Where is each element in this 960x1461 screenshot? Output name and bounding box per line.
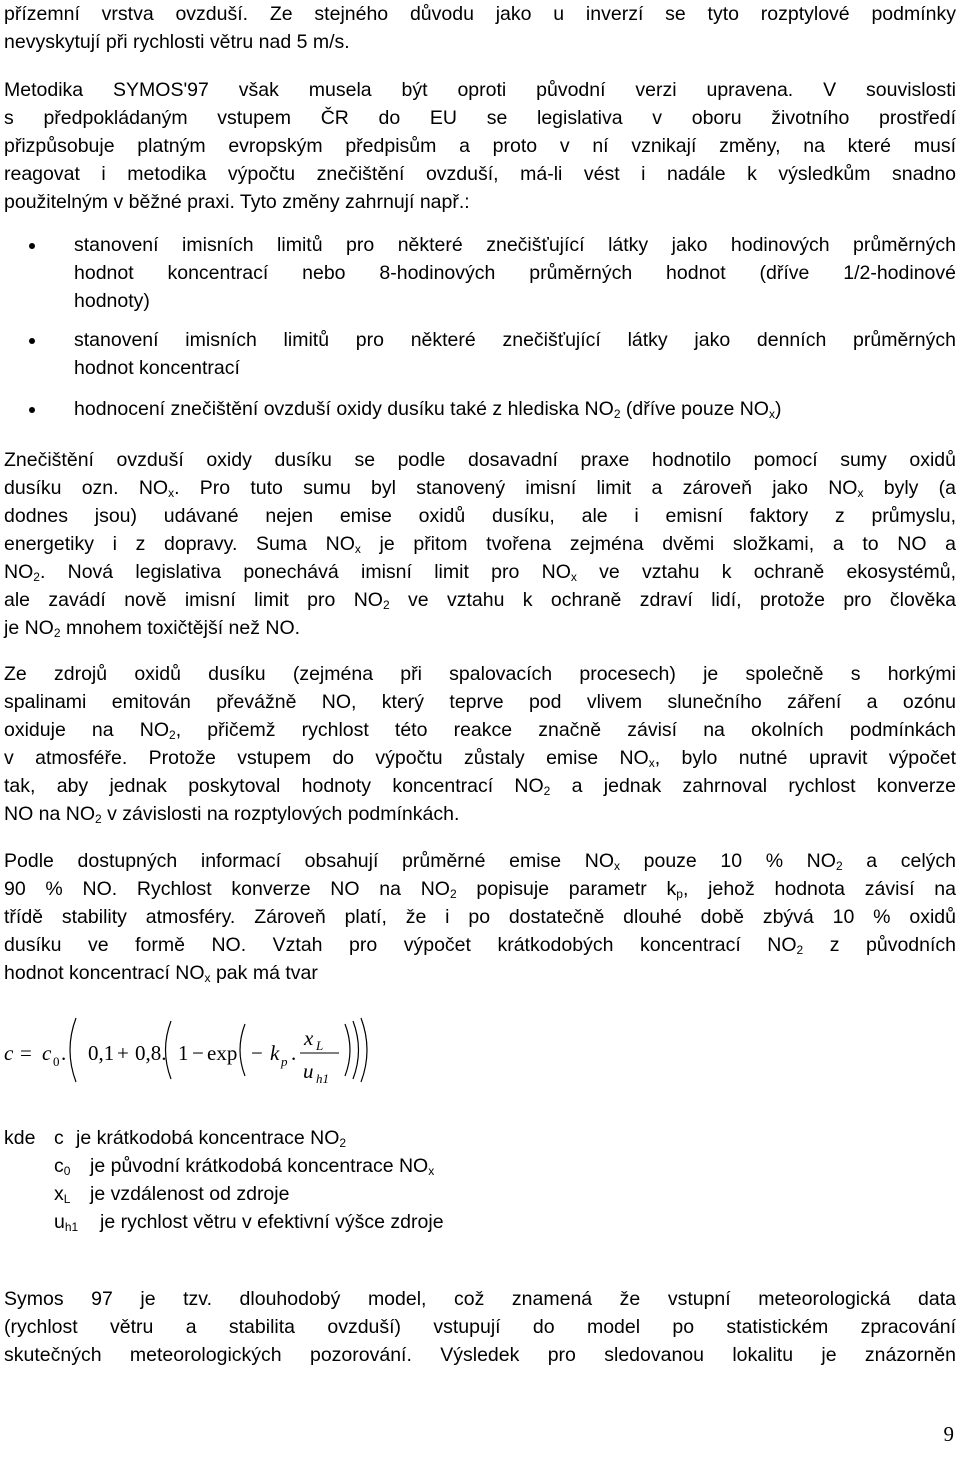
text-line: nevyskytují při rychlosti větru nad 5 m/s. — [4, 31, 350, 53]
formula-c: c — [4, 1041, 14, 1065]
variable-description: je vzdálenost od zdroje — [90, 1183, 290, 1205]
formula-k-sub: p — [281, 1054, 288, 1069]
bullet-dot-icon — [29, 338, 35, 344]
text-line: Metodika SYMOS'97 však musela být oproti původní verzi upravena. V souvislosti — [4, 79, 956, 101]
formula-dot: . — [61, 1041, 67, 1065]
formula-c0-sub: 0 — [53, 1054, 60, 1069]
definition-row — [4, 1208, 704, 1236]
text-run: hodnocení znečištění ovzduší oxidy dusíku také z hlediska NO — [74, 398, 614, 420]
formula-equals: = — [20, 1041, 32, 1065]
where-label: kde — [4, 1127, 36, 1149]
text-line: použitelným v běžné praxi. Tyto změny zahrnují např.: — [4, 191, 470, 213]
text-line: NO na $NO_2$ v závislosti na rozptylových podmínkách. — [4, 803, 460, 826]
text-line: ale zavádí nově imisní limit pro $NO_2$ ve vztahu k ochraně zdraví lidí, protože pro člověka — [4, 589, 956, 612]
text-line: hodnot koncentrací nebo 8-hodinových průměrných hodnot (dříve 1/2-hodinové — [74, 262, 956, 284]
definition-row — [4, 1180, 704, 1208]
formula-dot-2: . — [291, 1041, 297, 1065]
formula-plus: + — [117, 1041, 129, 1065]
text-line: Ze zdrojů oxidů dusíku (zejména při spalovacích procesech) je společně s horkými — [4, 663, 956, 685]
variable-description: je krátkodobá koncentrace $NO_2$ — [76, 1127, 347, 1150]
formula-k: k — [270, 1041, 280, 1065]
paren-right-3 — [345, 1024, 350, 1076]
paragraph-5 — [4, 847, 956, 987]
paren-left-3 — [240, 1024, 245, 1076]
list-item-text — [74, 395, 956, 423]
paren-left-1 — [70, 1018, 76, 1082]
variable-description: je původní krátkodobá koncentrace $NO_x$ — [90, 1155, 435, 1178]
variable-description: je rychlost větru v efektivní výšce zdroje — [100, 1211, 444, 1233]
formula-x-sub: L — [316, 1038, 324, 1053]
formula-u: u — [303, 1059, 314, 1083]
paren-right-2 — [353, 1021, 359, 1079]
paragraph-2 — [4, 76, 956, 216]
list-item — [0, 326, 960, 382]
bullet-dot-icon — [29, 243, 35, 249]
definition-row — [4, 1152, 704, 1180]
list-item — [0, 395, 960, 423]
paragraph-4 — [4, 660, 956, 828]
text-line: dusíku ozn. $NO_x$. Pro tuto sumu byl stanovený imisní limit a zároveň jako $NO_x$ byly (a — [4, 477, 956, 500]
text-line: Symos 97 je tzv. dlouhodobý model, což znamená že vstupní meteorologická data — [4, 1288, 956, 1310]
variable-definitions — [4, 1124, 704, 1236]
formula-b: 0,8. — [135, 1041, 167, 1065]
bullet-list — [0, 231, 960, 421]
text-line: 90 % NO. Rychlost konverze NO na $NO_2$ popisuje parametr $k_p$, jehož hodnota závisí na — [4, 878, 956, 901]
text-line: reagovat i metodika výpočtu znečištění ovzduší, má-li vést i nadále k výsledkům snadno — [4, 163, 956, 185]
text-line: (rychlost větru a stabilita ovzduší) vstupují do model po statistickém zpracování — [4, 1316, 956, 1338]
formula-u-sub: h1 — [316, 1071, 329, 1085]
variable-symbol: $u_{h1}$ — [54, 1211, 79, 1234]
text-line: s předpokládaným vstupem ČR do EU se legislativa v oboru životního prostředí — [4, 107, 956, 129]
variable-symbol: $x_L$ — [54, 1183, 71, 1206]
text-line: energetiky i z dopravy. Suma $NO_x$ je přitom tvořena zejména dvěmi složkami, a to NO a — [4, 533, 956, 556]
variable-symbol: $c_0$ — [54, 1155, 71, 1178]
text-line: v atmosféře. Protože vstupem do výpočtu zůstaly emise $NO_x$, bylo nutné upravit výpočet — [4, 747, 957, 770]
text-line: přizpůsobuje platným evropským předpisům a proto v ní vznikají změny, na které musí — [4, 135, 956, 157]
text-line: oxiduje na $NO_2$, přičemž rychlost této reakce značně závisí na okolních podmínkách — [4, 719, 957, 742]
text-line: $NO_2$. Nová legislativa ponechává imisní limit pro $NO_x$ ve vztahu k ochraně ekosystémů, — [4, 561, 956, 584]
bullet-dot-icon — [29, 407, 35, 413]
text-line: spalinami emitován převážně NO, který teprve pod vlivem slunečního záření a ozónu — [4, 691, 956, 713]
text-line: přízemní vrstva ovzduší. Ze stejného důvodu jako u inverzí se tyto rozptylové podmínky — [4, 3, 956, 25]
text-line: skutečných meteorologických pozorování. Výsledek pro sledovanou lokalitu je znázorněn — [4, 1344, 956, 1366]
text-line: dodnes jsou) udávané nejen emise oxidů dusíku, ale i emisní faktory z průmyslu, — [4, 505, 956, 527]
text-run: (dříve pouze NO — [620, 398, 769, 420]
text-line: je $NO_2$ mnohem toxičtější než NO. — [4, 617, 301, 640]
formula-one: 1 — [178, 1041, 189, 1065]
formula-exp: exp — [207, 1041, 238, 1065]
paragraph-6 — [4, 1285, 956, 1369]
text-line: Podle dostupných informací obsahují průměrné emise $NO_x$ pouze 10 % $NO_2$ a celých — [4, 850, 956, 873]
text-line: stanovení imisních limitů pro některé znečišťující látky jako denních průměrných — [74, 329, 956, 351]
variable-symbol: c — [54, 1127, 64, 1149]
definition-row — [4, 1124, 704, 1152]
text-run: ) — [774, 398, 782, 420]
page-number: 9 — [943, 1422, 954, 1446]
paragraph-3 — [4, 446, 956, 642]
conversion-formula — [4, 1015, 564, 1085]
formula-a: 0,1 — [88, 1041, 115, 1065]
text-line: hodnot koncentrací $NO_x$ pak má tvar — [4, 962, 318, 985]
subscript: x — [768, 407, 775, 421]
text-line — [74, 395, 956, 423]
paren-right-1 — [361, 1018, 367, 1082]
text-line: Znečištění ovzduší oxidy dusíku se podle dosavadní praxe hodnotilo pomocí sumy oxidů — [4, 449, 956, 471]
list-item — [0, 231, 960, 315]
text-line: tak, aby jednak poskytoval hodnoty koncentrací $NO_2$ a jednak zahrnoval rychlost konverze — [4, 775, 956, 798]
list-item-text — [74, 326, 956, 382]
formula-minus: − — [192, 1041, 204, 1065]
subscript: 2 — [613, 407, 621, 421]
text-line: hodnoty) — [74, 290, 150, 312]
text-line: třídě stability atmosféry. Zároveň platí, že i po dostatečně dlouhé době zbývá 10 % oxidů — [4, 906, 956, 928]
formula-x: x — [304, 1026, 314, 1050]
text-line: stanovení imisních limitů pro některé znečišťující látky jako hodinových průměrných — [74, 234, 956, 256]
text-line: hodnot koncentrací — [74, 357, 240, 379]
formula-c0: c — [42, 1041, 52, 1065]
paragraph-1 — [4, 0, 956, 56]
formula-minus-2: − — [251, 1041, 263, 1065]
list-item-text — [74, 231, 956, 315]
text-line: dusíku ve formě NO. Vztah pro výpočet krátkodobých koncentrací $NO_2$ z původních — [4, 934, 956, 957]
